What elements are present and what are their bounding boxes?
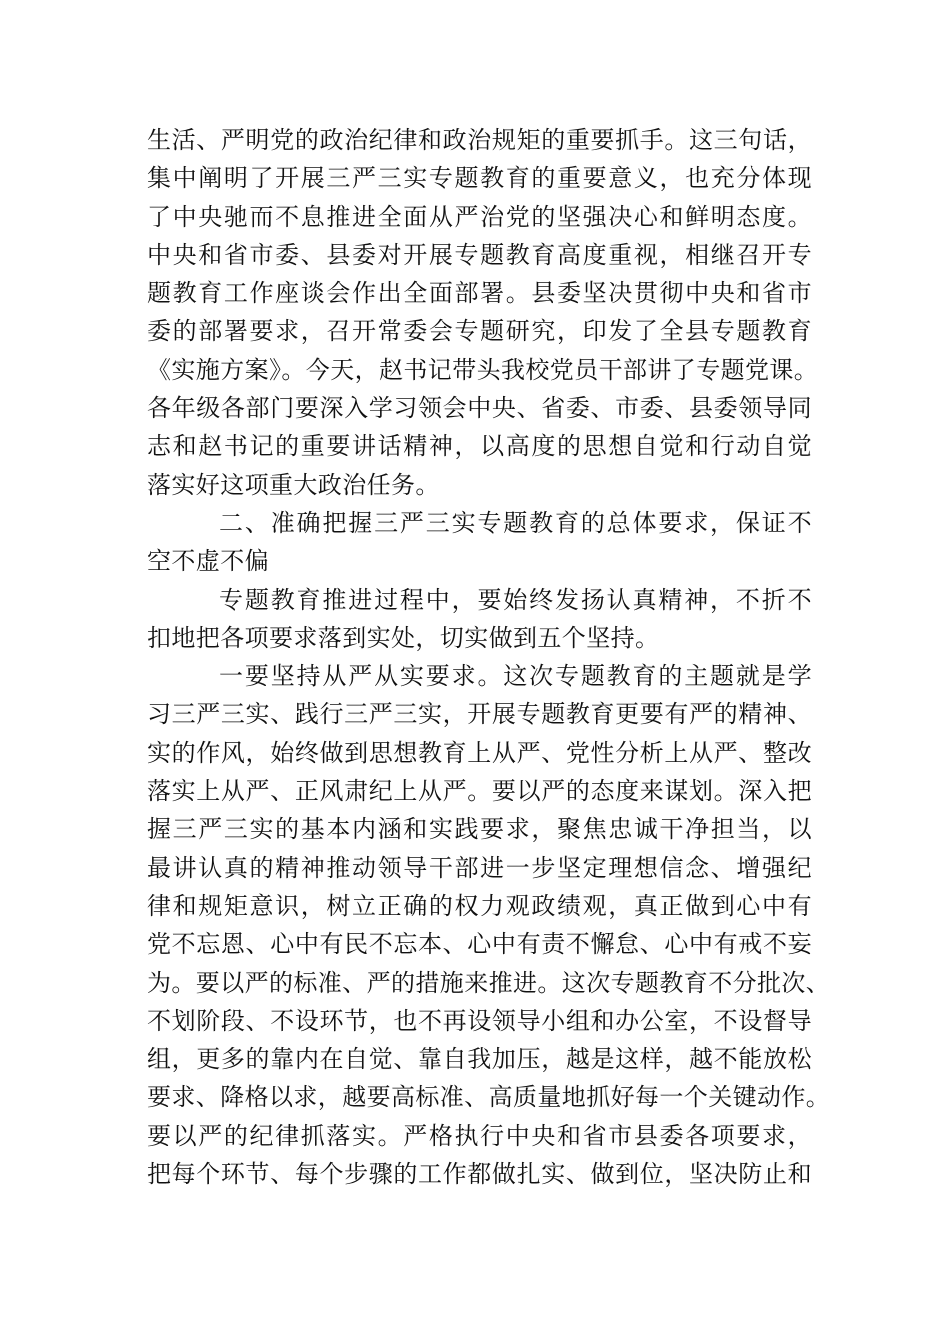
text-line: 组，更多的靠内在自觉、靠自我加压，越是这样，越不能放松 <box>147 1045 812 1074</box>
text-line: 一要坚持从严从实要求。这次专题教育的主题就是学 <box>219 662 812 691</box>
text-line: 扣地把各项要求落到实处，切实做到五个坚持。 <box>147 623 660 652</box>
text-line: 志和赵书记的重要讲话精神，以高度的思想自觉和行动自觉 <box>147 432 812 461</box>
text-line: 集中阐明了开展三严三实专题教育的重要意义，也充分体现 <box>147 164 812 193</box>
text-line: 落实上从严、正风肃纪上从严。要以严的态度来谋划。深入把 <box>147 777 812 806</box>
document-body <box>147 121 831 1193</box>
text-line: 为。要以严的标准、严的措施来推进。这次专题教育不分批次、 <box>147 968 831 997</box>
text-line: 专题教育推进过程中，要始终发扬认真精神，不折不 <box>219 585 812 614</box>
text-line: 要求、降格以求，越要高标准、高质量地抓好每一个关键动作。 <box>147 1083 831 1112</box>
text-line: 实的作风，始终做到思想教育上从严、党性分析上从严、整改 <box>147 738 812 767</box>
section-heading-line: 空不虚不偏 <box>147 547 269 576</box>
text-line: 题教育工作座谈会作出全面部署。县委坚决贯彻中央和省市 <box>147 279 812 308</box>
section-heading-line: 二、准确把握三严三实专题教育的总体要求，保证不 <box>219 508 812 537</box>
text-line: 习三严三实、践行三严三实，开展专题教育更要有严的精神、 <box>147 700 812 729</box>
text-line: 《实施方案》。今天，赵书记带头我校党员干部讲了专题党课。 <box>147 355 819 384</box>
text-line: 中央和省市委、县委对开展专题教育高度重视，相继召开专 <box>147 240 812 269</box>
text-line: 委的部署要求，召开常委会专题研究，印发了全县专题教育 <box>147 317 812 346</box>
text-line: 把每个环节、每个步骤的工作都做扎实、做到位，坚决防止和 <box>147 1160 812 1189</box>
text-line: 生活、严明党的政治纪律和政治规矩的重要抓手。这三句话， <box>147 126 812 154</box>
text-line: 了中央驰而不息推进全面从严治党的坚强决心和鲜明态度。 <box>147 202 812 231</box>
text-line: 党不忘恩、心中有民不忘本、心中有责不懈怠、心中有戒不妄 <box>147 930 812 959</box>
text-line: 要以严的纪律抓落实。严格执行中央和省市县委各项要求， <box>147 1121 812 1150</box>
text-line: 最讲认真的精神推动领导干部进一步坚定理想信念、增强纪 <box>147 853 812 882</box>
text-line: 握三严三实的基本内涵和实践要求，聚焦忠诚干净担当，以 <box>147 815 812 844</box>
text-line: 律和规矩意识，树立正确的权力观政绩观，真正做到心中有 <box>147 891 812 920</box>
text-line: 各年级各部门要深入学习领会中央、省委、市委、县委领导同 <box>147 394 812 423</box>
text-line: 落实好这项重大政治任务。 <box>147 470 440 499</box>
text-line: 不划阶段、不设环节，也不再设领导小组和办公室，不设督导 <box>147 1006 812 1035</box>
